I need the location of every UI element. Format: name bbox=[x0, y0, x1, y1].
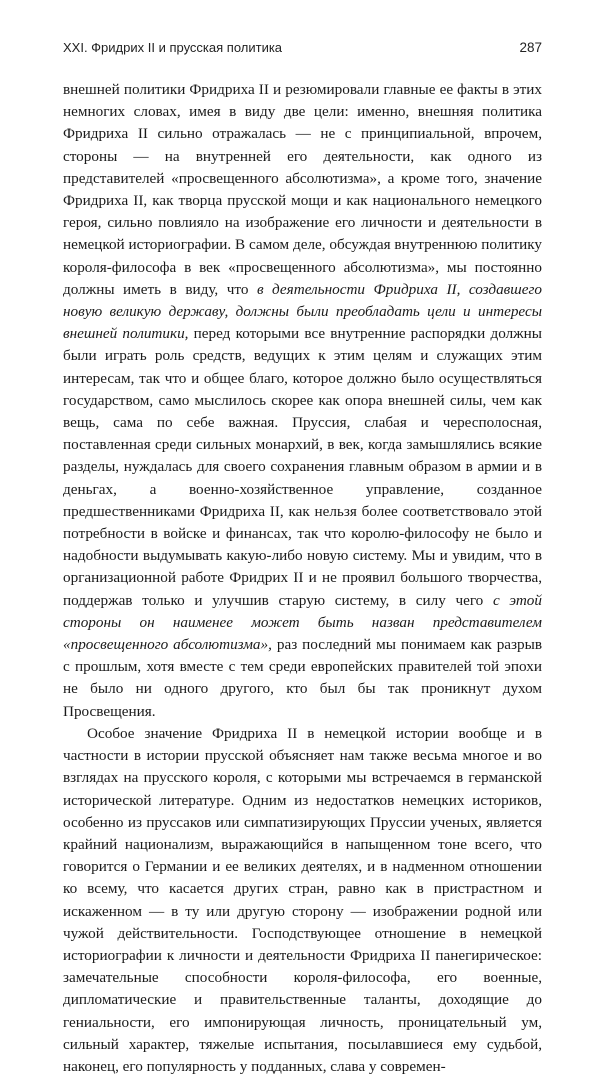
paragraph-1 bbox=[63, 79, 542, 723]
running-header bbox=[63, 40, 542, 60]
running-title: XXI. Фридрих II и прусская политика bbox=[63, 40, 283, 55]
italic-emphasis: в деятельности Фридриха II, создавшего новую великую державу, должны были преобладать цели и интересы внешней политики, bbox=[63, 280, 542, 343]
paragraph-2 bbox=[63, 723, 542, 1078]
text-run: раз последний мы понимаем как разрыв с прошлым, хотя вместе с тем среди европейских правителей той эпохи не было ни одного другого, кто был бы так проникнут духом Просвещения. bbox=[63, 636, 542, 720]
page-body bbox=[63, 79, 542, 1078]
text-run: Особое значение Фридриха II в немецкой истории вообще и в частности в истории прусской объясняет нам также весьма многое и во взглядах на прусского короля, с которыми мы встречаемся в германской исторической литературе. Одним из недостатков немецких историков, особенно из пруссаков или симпатизирующих Пруссии ученых, является крайний национализм, выражающийся в напыщенном тоне всего, что говорится о Германии и ее великих деятелях, и в надменном отношении ко всему, что касается других стран, равно как в пристрастном и искаженном — в ту или другую сторону — изображении родной или чужой действительности. Господствующее отношение в немецкой историографии к личности и деятельности Фридриха II панегирическое: замечательные способности короля-философа, его военные, дипломатические и правительственные таланты, доходящие до гениальности, его импонирующая личность, проницательный ум, сильный характер, тяжелые испытания, посылавшиеся ему судьбой, наконец, его популярность у подданных, слава у современ- bbox=[63, 724, 542, 1075]
page-number: 287 bbox=[519, 40, 542, 55]
text-run: перед которыми все внутренние распорядки должны были играть роль средств, ведущих к этим целям и служащих этим интересам, так что и общее благо, которое должно было осуществляться государством, само мыслилось скорее как опора внешней силы, чем как вещь, сама по себе важная. Пруссия, слабая и чересполосная, поставленная среди сильных монархий, в век, когда замышлялись всякие разделы, нуждалась для своего сохранения главным образом в армии и в деньгах, а военно-хозяйственное управление, созданное предшественниками Фридриха II, как нельзя более соответствовало этой потребности в войске и финансах, так что королю-философу не было и надобности выдумывать какую-либо новую систему. Мы и увидим, что в организационной работе Фридрих II и не проявил большого творчества, поддержав только и улучшив старую систему, в силу чего bbox=[63, 325, 542, 609]
text-run: внешней политики Фридриха II и резюмировали главные ее факты в этих немногих словах, имея в виду две цели: именно, внешняя политика Фридриха II сильно отражалась — не с принципиальной, впрочем, стороны — на внутренней его деятельности, как одного из представителей «просвещенного абсолютизма», а кроме того, значение Фридриха II, как творца прусской мощи и как национального немецкого героя, сильно повлияло на изображение его личности и деятельности в немецкой историографии. В самом деле, обсуждая внутреннюю политику короля-философа в век «просвещенного абсолютизма», мы постоянно должны иметь в виду, что bbox=[63, 81, 542, 298]
italic-emphasis: с этой стороны он наименее может быть назван представителем «просвещенного абсолютизма», bbox=[63, 591, 542, 654]
